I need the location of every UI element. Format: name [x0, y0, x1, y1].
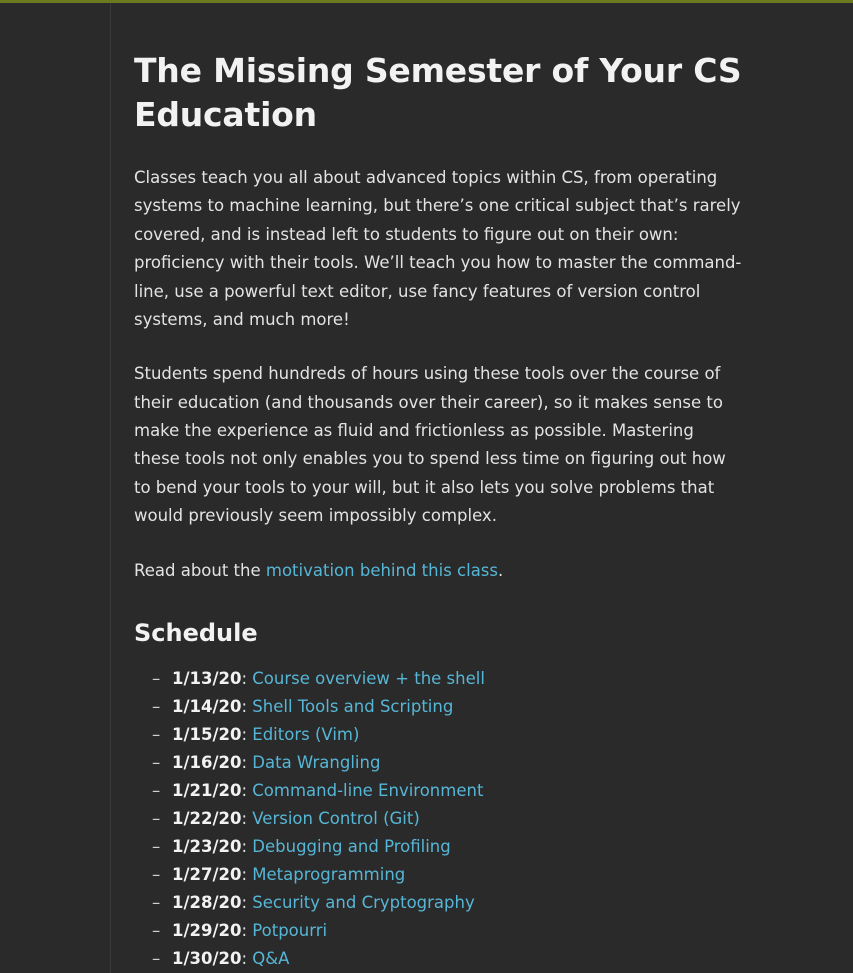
list-item [152, 861, 743, 889]
schedule-list [134, 665, 743, 973]
bullet-dash: – [152, 809, 161, 829]
bullet-dash: – [152, 725, 161, 745]
page-title: The Missing Semester of Your CS Education [134, 51, 742, 134]
lecture-separator: : [241, 949, 253, 969]
lecture-link[interactable]: Potpourri [252, 921, 328, 941]
motivation-suffix: . [498, 560, 504, 580]
intro-paragraph-2: Students spend hundreds of hours using these tools over the course of their education (and thousands over their career), so it makes sense to make the experience as fluid and frictionless as possible. Mastering these tools not only enables you to spend less time on figuring out how to bend your tools to your will, but it also lets you solve problems that would previously seem impossibly complex. [134, 364, 726, 526]
motivation-paragraph [134, 557, 743, 585]
lecture-separator: : [241, 668, 253, 688]
list-item [152, 693, 743, 721]
bullet-dash: – [152, 865, 161, 885]
list-item [152, 777, 743, 805]
lecture-separator: : [241, 865, 253, 885]
lecture-date: 1/30/20 [172, 949, 242, 969]
list-item [152, 805, 743, 833]
lecture-date: 1/13/20 [172, 668, 242, 688]
motivation-link[interactable]: motivation behind this class [265, 560, 498, 580]
lecture-link[interactable]: Course overview + the shell [252, 668, 485, 688]
lecture-date: 1/27/20 [172, 865, 242, 885]
list-item [152, 917, 743, 945]
lecture-separator: : [241, 725, 253, 745]
lecture-date: 1/22/20 [172, 809, 242, 829]
lecture-separator: : [241, 837, 253, 857]
lecture-date: 1/21/20 [172, 781, 242, 801]
page-container [0, 3, 853, 973]
bullet-dash: – [152, 697, 161, 717]
left-gutter-rule [110, 3, 111, 973]
article-content [0, 3, 853, 973]
lecture-separator: : [241, 921, 253, 941]
lecture-link[interactable]: Shell Tools and Scripting [252, 697, 454, 717]
bullet-dash: – [152, 921, 161, 941]
bullet-dash: – [152, 753, 161, 773]
lecture-separator: : [241, 809, 253, 829]
bullet-dash: – [152, 893, 161, 913]
lecture-separator: : [241, 753, 253, 773]
lecture-date: 1/28/20 [172, 893, 242, 913]
lecture-date: 1/29/20 [172, 921, 242, 941]
list-item [152, 833, 743, 861]
bullet-dash: – [152, 781, 161, 801]
list-item [152, 889, 743, 917]
list-item [152, 665, 743, 693]
lecture-date: 1/16/20 [172, 753, 242, 773]
lecture-date: 1/14/20 [172, 697, 242, 717]
lecture-link[interactable]: Command-line Environment [252, 781, 484, 801]
lecture-separator: : [241, 697, 253, 717]
lecture-link[interactable]: Data Wrangling [252, 753, 381, 773]
bullet-dash: – [152, 668, 161, 688]
bullet-dash: – [152, 837, 161, 857]
list-item [152, 749, 743, 777]
lecture-separator: : [241, 781, 253, 801]
lecture-link[interactable]: Debugging and Profiling [252, 837, 451, 857]
lecture-date: 1/15/20 [172, 725, 242, 745]
lecture-separator: : [241, 893, 253, 913]
lecture-date: 1/23/20 [172, 837, 242, 857]
lecture-link[interactable]: Metaprogramming [252, 865, 406, 885]
bullet-dash: – [152, 949, 161, 969]
lecture-link[interactable]: Editors (Vim) [252, 725, 360, 745]
intro-paragraph-1: Classes teach you all about advanced topics within CS, from operating systems to machine learning, but there’s one critical subject that’s rarely covered, and is instead left to students to figure out on their own: proficiency with their tools. We’ll teach you how to master the command-line, use a powerful text editor, use fancy features of version control systems, and much more! [134, 168, 742, 329]
motivation-prefix: Read about the [134, 560, 266, 580]
lecture-link[interactable]: Security and Cryptography [252, 893, 475, 913]
lecture-link[interactable]: Q&A [252, 949, 290, 969]
lecture-link[interactable]: Version Control (Git) [252, 809, 420, 829]
list-item [152, 721, 743, 749]
list-item [152, 945, 743, 973]
schedule-heading: Schedule [134, 618, 258, 647]
